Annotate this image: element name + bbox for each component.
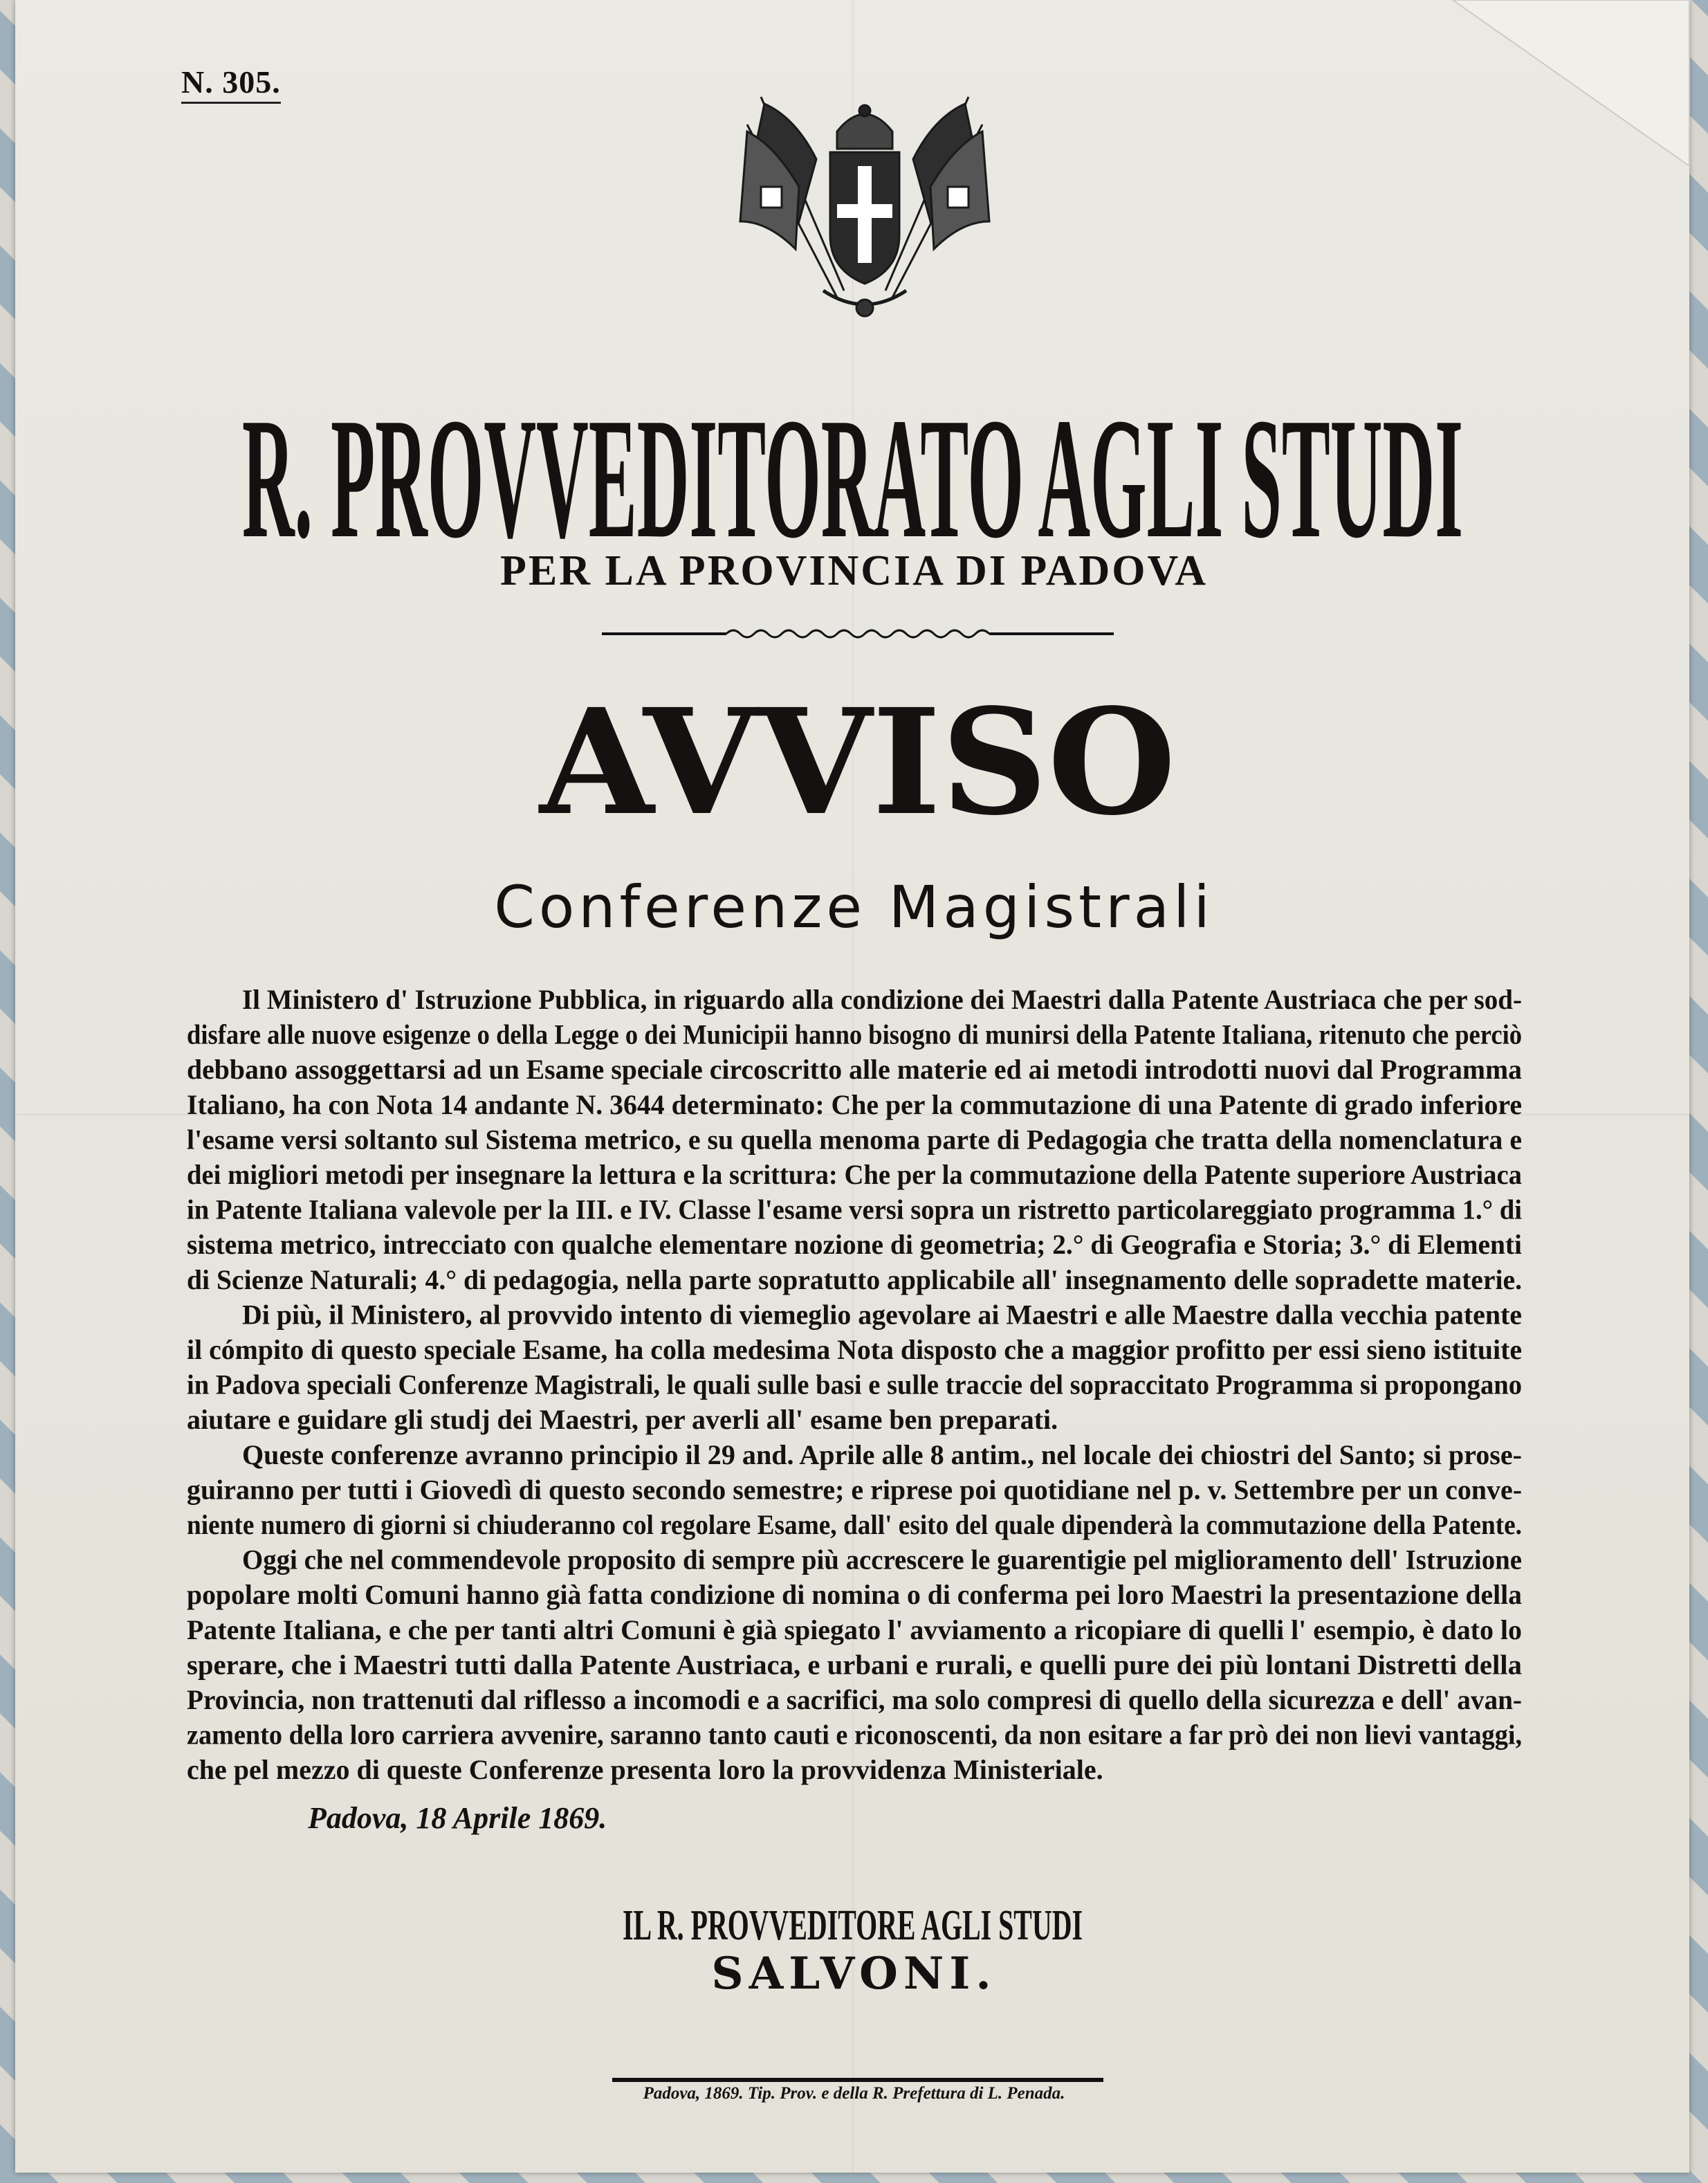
date-line: Padova, 18 Aprile 1869.	[308, 1801, 607, 1835]
notice-number: N. 305.	[181, 64, 281, 104]
body-line: aiutare e guidare gli studj dei Maestri, per averli all' esame ben preparati.	[187, 1404, 1058, 1436]
body-line: disfare alle nuove esigenze o della Legge o dei Municipii hanno bisogno di munirsi della Patente Italiana, ritenuto che perciò	[187, 1019, 1522, 1050]
signatory-name: SALVONI.	[711, 1948, 997, 2000]
savoy-coat-of-arms-icon	[733, 83, 996, 332]
body-line: che pel mezzo di queste Conferenze presenta loro la provvidenza Ministeriale.	[187, 1754, 1103, 1786]
body-line: Di più, il Ministero, al provvido intento di viemeglio agevolare ai Maestri e alle Maestre dalla vecchia patente	[242, 1299, 1522, 1331]
body-line: Queste conferenze avranno principio il 29 and. Aprile alle 8 antim., nel locale dei chiostri del Santo; si prose-	[242, 1438, 1522, 1470]
body-line: popolare molti Comuni hanno già fatta condizione di nomina o di conferma pei loro Maestri la presentazione della	[187, 1579, 1522, 1611]
body-line: Il Ministero d' Istruzione Pubblica, in riguardo alla condizione dei Maestri dalla Patente Austriaca che per sod-	[242, 984, 1522, 1015]
body-line: Provincia, non trattenuti dal riflesso a incomodi e a sacrifici, ma solo compresi di quello della sicurezza e dell' avan-	[187, 1684, 1522, 1715]
notice-heading-text: AVVISO	[538, 677, 1176, 848]
body-line: niente numero di giorni si chiuderanno col regolare Esame, dall' esito del quale dipenderà la commutazione della Patente.	[187, 1509, 1522, 1540]
folded-corner	[1425, 0, 1689, 166]
footer-rule	[612, 2078, 1103, 2082]
body-line: sistema metrico, intrecciato con qualche elementare nozione di geometria; 2.° di Geografia e Storia; 3.° di Elementi	[187, 1229, 1522, 1261]
office-title-text: R. PROVVEDITORATO AGLI STUDI	[242, 383, 1463, 574]
body-line: l'esame versi soltanto sul Sistema metrico, e su quella menoma parte di Pedagogia che tratta della nomenclatura e	[187, 1124, 1522, 1156]
body-line: guiranno per tutti i Giovedì di questo secondo semestre; e riprese poi quotidiane nel p. v. Settembre per un conve-	[187, 1474, 1522, 1506]
signatory-title	[623, 1899, 1083, 1948]
notice-subheading: Conferenze Magistrali	[494, 873, 1214, 941]
notice-body	[187, 983, 1522, 1792]
body-line: zamento della loro carriera avvenire, saranno tanto cauti e riconoscenti, da non esitare a far prò dei non lievi vantaggi,	[187, 1719, 1522, 1751]
ornamental-wavy-rule	[602, 626, 1114, 641]
body-line: Patente Italiana, e che per tanti altri Comuni è già spiegato l' avviamento a ricopiare di quelli l' esempio, è dato lo	[187, 1614, 1522, 1645]
printer-imprint: Padova, 1869. Tip. Prov. e della R. Prefettura di L. Penada.	[643, 2084, 1065, 2103]
body-line: in Patente Italiana valevole per la III. e IV. Classe l'esame versi sopra un ristretto particolareggiato programma 1.° di	[187, 1194, 1522, 1225]
body-line: dei migliori metodi per insegnare la lettura e la scrittura: Che per la commutazione della Patente superiore Austriaca	[187, 1159, 1522, 1190]
signatory-title-text: IL R. PROVVEDITORE AGLI STUDI	[623, 1902, 1083, 1949]
body-line: Oggi che nel commendevole proposito di sempre più accrescere le guarentigie pel miglioramento dell' Istruzione	[242, 1544, 1522, 1575]
province-subtitle: PER LA PROVINCIA DI PADOVA	[499, 547, 1208, 594]
body-line: sperare, che i Maestri tutti dalla Patente Austriaca, e urbani e rurali, e quelli pure dei più lontani Distretti della	[187, 1649, 1522, 1681]
body-line: in Padova speciali Conferenze Magistrali, le quali sulle basi e sulle traccie del sopraccitato Programma si propongano	[187, 1369, 1522, 1400]
body-line: debbano assoggettarsi ad un Esame speciale circoscritto alle materie ed ai metodi introdotti nuovi dal Programma	[187, 1054, 1522, 1086]
body-line: di Scienze Naturali; 4.° di pedagogia, nella parte sopratutto applicabile all' insegnamento delle sopradette materie.	[187, 1263, 1522, 1295]
body-line: Italiano, ha con Nota 14 andante N. 3644 determinato: Che per la commutazione di una Patente di grado inferiore	[187, 1088, 1522, 1120]
notice-heading	[538, 677, 1176, 848]
body-line: il cómpito di questo speciale Esame, ha colla medesima Nota disposto che a maggior profitto per essi sieno istituite	[187, 1334, 1522, 1365]
